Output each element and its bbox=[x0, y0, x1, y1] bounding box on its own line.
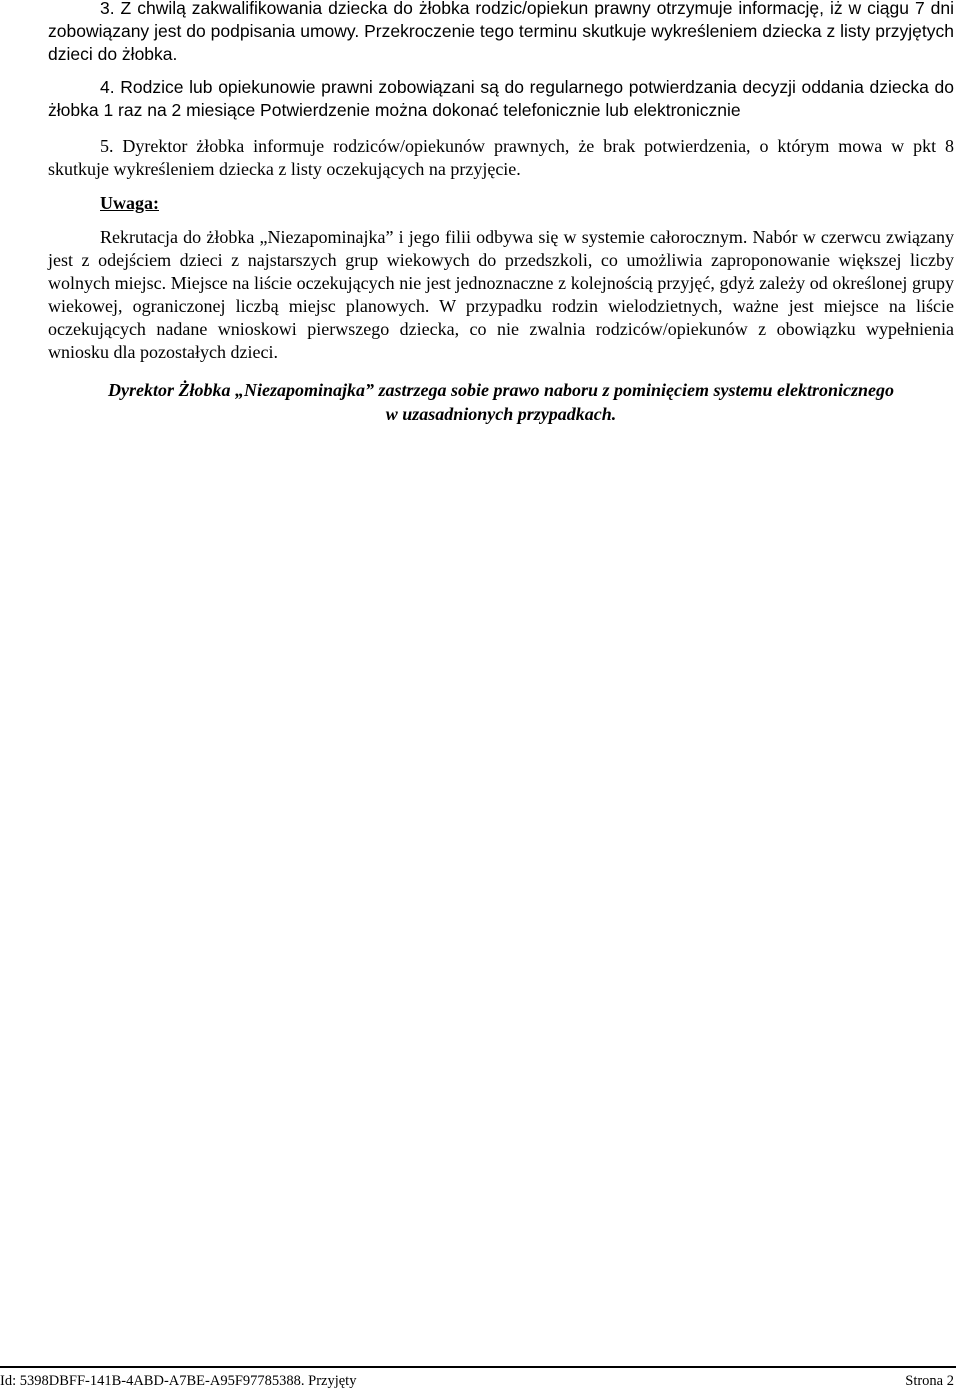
closing-line-2: w uzasadnionych przypadkach. bbox=[385, 404, 617, 424]
closing-line-1: Dyrektor Żłobka „Niezapominajka” zastrzega sobie prawo naboru z pominięciem systemu elektronicznego bbox=[107, 380, 894, 400]
note-paragraph: Rekrutacja do żłobka „Niezapominajka” i jego filii odbywa się w systemie całorocznym. Nabór w czerwcu związany jest z odejściem dzieci z najstarszych grup wiekowych do przedszkoli, co umożliwia zaproponowanie większej liczby wolnych miejsc. Miejsce na liście oczekujących nie jest jednoznaczne z kolejnością przyjęć, gdyż zależy od określonej grupy wiekowej, ograniczonej liczbą miejsc planowych. W przypadku rodzin wielodzietnych, ważne jest miejsce na liście oczekujących nadane wnioskowi pierwszego dziecka, co nie zwalnia rodziców/opiekunów z obowiązku wypełnienia wniosku dla pozostałych dzieci. bbox=[48, 227, 954, 362]
paragraph-3: 3. Z chwilą zakwalifikowania dziecka do żłobka rodzic/opiekun prawny otrzymuje informację, iż w ciągu 7 dni zobowiązany jest do podpisania umowy. Przekroczenie tego terminu skutkuje wykreśleniem dziecka z listy przyjętych dzieci do żłobka. bbox=[48, 0, 954, 64]
note-heading: Uwaga: bbox=[100, 193, 159, 213]
footer-page-number: Strona 2 bbox=[905, 1373, 954, 1389]
footer-divider bbox=[0, 1366, 956, 1368]
closing-statement bbox=[48, 378, 954, 426]
paragraph-4: 4. Rodzice lub opiekunowie prawni zobowiązani są do regularnego potwierdzania decyzji oddania dziecka do żłobka 1 raz na 2 miesiące Potwierdzenie można dokonać telefonicznie lub elektronicznie bbox=[48, 77, 954, 120]
paragraph-5: 5. Dyrektor żłobka informuje rodziców/opiekunów prawnych, że brak potwierdzenia, o którym mowa w pkt 8 skutkuje wykreśleniem dziecka z listy oczekujących na przyjęcie. bbox=[48, 136, 954, 179]
footer-document-id: Id: 5398DBFF-141B-4ABD-A7BE-A95F97785388. Przyjęty bbox=[0, 1373, 357, 1389]
